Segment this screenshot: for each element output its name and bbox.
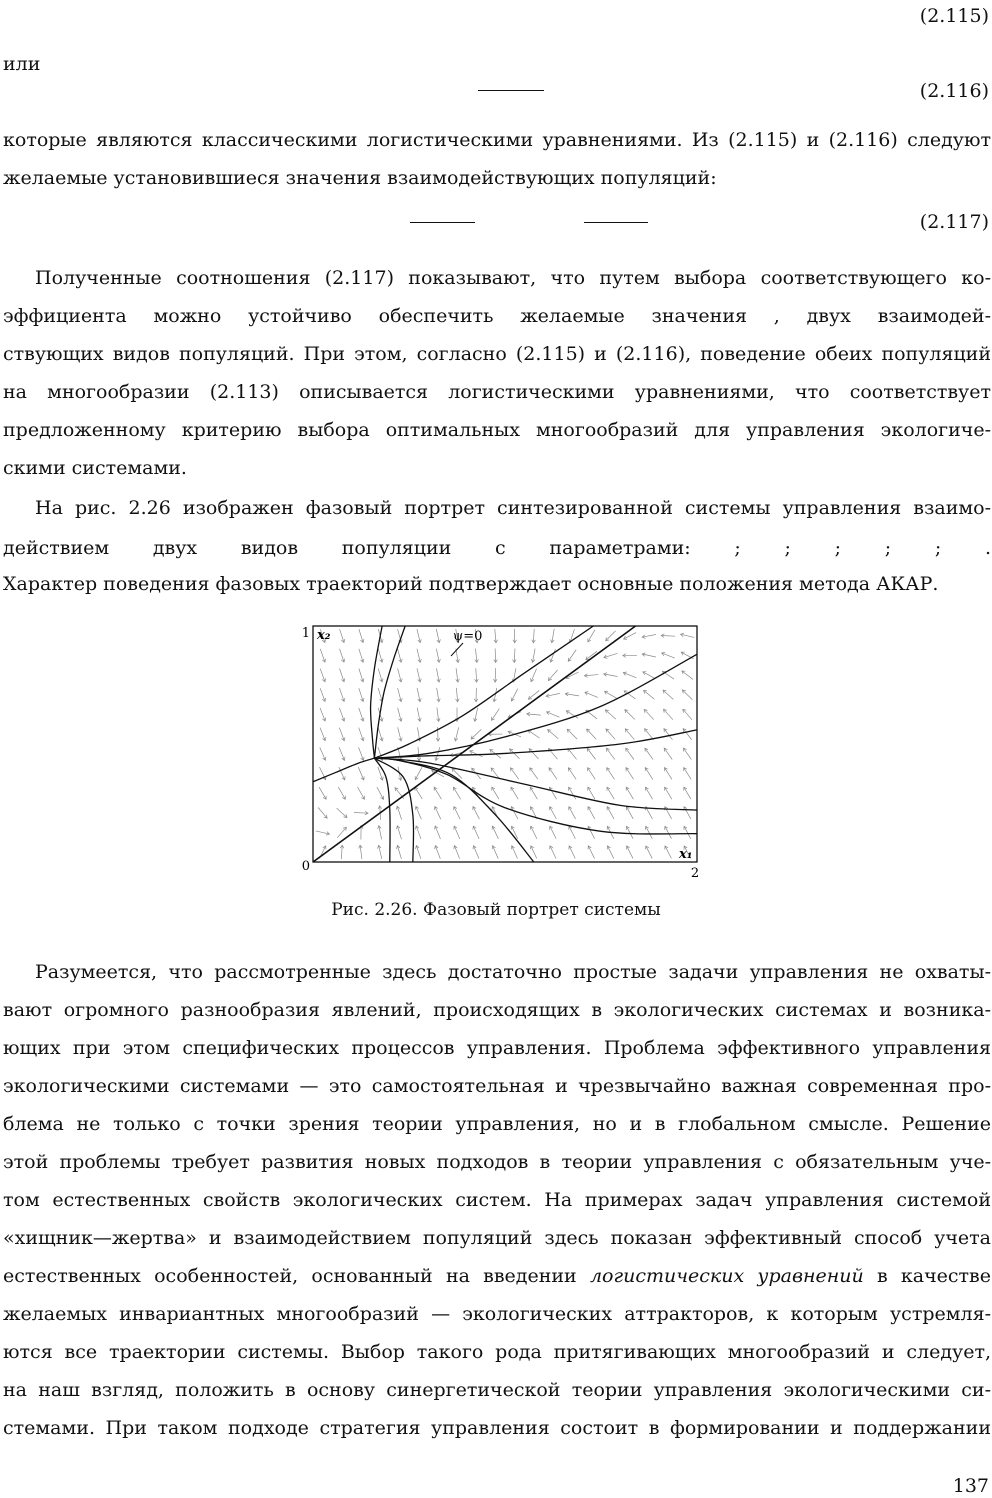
field-arrow [645, 748, 653, 759]
field-arrow [475, 668, 479, 682]
fraction-bar [410, 222, 475, 223]
field-arrow [683, 729, 691, 740]
field-arrow [547, 711, 560, 717]
field-arrow [417, 747, 421, 761]
trajectories [313, 626, 697, 862]
field-arrow [569, 787, 576, 799]
field-arrow [625, 710, 635, 720]
field-arrow [664, 768, 672, 780]
field-arrow [359, 629, 364, 642]
field-arrow [684, 768, 692, 780]
field-arrow [454, 826, 460, 839]
field-arrow [471, 729, 481, 739]
field-arrow [511, 787, 518, 799]
field-arrow [437, 708, 441, 722]
field-arrow [320, 708, 326, 721]
field-arrow [587, 729, 597, 739]
field-arrow [359, 688, 364, 701]
field-arrow [528, 730, 540, 738]
field-arrow [378, 649, 383, 662]
field-arrow [454, 807, 460, 820]
field-arrow [664, 729, 673, 740]
field-arrow [664, 748, 672, 759]
field-arrow [436, 629, 440, 643]
field-arrow [511, 807, 518, 819]
field-arrow [546, 693, 560, 697]
field-arrow [530, 826, 536, 839]
field-arrow [492, 846, 498, 859]
field-arrow [340, 649, 345, 662]
field-arrow [645, 729, 654, 740]
field-arrow [551, 629, 555, 643]
field-arrow [548, 730, 559, 739]
field-arrow [437, 688, 441, 702]
field-arrow [530, 768, 538, 779]
field-arrow [646, 826, 653, 838]
field-arrow [549, 787, 556, 799]
field-arrow [320, 649, 325, 662]
field-arrow [320, 747, 326, 760]
field-arrow [588, 846, 594, 859]
field-arrow [646, 846, 653, 858]
field-arrow [434, 787, 441, 799]
field-arrow [684, 807, 691, 819]
fraction-bar [584, 222, 648, 223]
field-arrow [493, 668, 497, 682]
field-arrow [683, 709, 692, 720]
field-arrow [339, 728, 345, 741]
field-arrow [378, 845, 382, 859]
field-arrow [378, 727, 383, 740]
field-arrow [626, 807, 633, 819]
paragraph-line: желаемые установившиеся значения взаимодействующих популяций: [3, 167, 717, 189]
field-arrow [511, 689, 518, 701]
field-arrow [513, 629, 517, 643]
field-arrow [645, 768, 653, 780]
x-axis-label: x₁ [679, 847, 693, 862]
field-arrow [587, 748, 595, 759]
y-axis-label: x₂ [317, 628, 331, 643]
field-arrow [605, 691, 617, 698]
field-arrow [626, 787, 633, 799]
field-arrow [359, 747, 365, 760]
field-arrow [529, 749, 538, 759]
paragraph-line: На рис. 2.26 изображен фазовый портрет синтезированной системы управления взаимо- [35, 497, 991, 519]
field-arrow [396, 806, 401, 819]
field-arrow [644, 709, 654, 719]
field-arrow [337, 827, 346, 838]
field-arrow [436, 668, 440, 682]
field-arrow [665, 826, 672, 838]
paragraph-line: ются все траектории системы. Выбор такого рода притягивающих многообразий и следует, [3, 1341, 991, 1363]
field-arrow [417, 668, 421, 682]
field-arrow [454, 727, 458, 741]
field-arrow [569, 807, 576, 819]
field-arrow [644, 690, 655, 699]
field-arrow [358, 767, 364, 780]
field-arrow [415, 806, 421, 819]
emphasized-term: логистических уравнений [589, 1265, 864, 1287]
field-arrow [473, 826, 479, 839]
paragraph-line: «хищник—жертва» и взаимодействием популяций здесь показан эффективный способ учета [3, 1227, 991, 1249]
field-arrow [550, 807, 557, 819]
field-arrow [435, 826, 441, 839]
figure-caption: Рис. 2.26. Фазовый портрет системы [331, 900, 661, 920]
paragraph-line: ствующих видов популяций. При этом, согласно (2.115) и (2.116), поведение обеих популяций [3, 343, 991, 365]
field-arrow [531, 669, 537, 682]
paragraph-line: действием двух видов популяции с параметрами: ; ; ; ; ; . [3, 537, 991, 559]
field-arrow [377, 787, 384, 799]
field-arrow [494, 629, 498, 643]
field-arrow [359, 649, 364, 662]
field-arrow [340, 629, 345, 642]
y-max-tick-label: 1 [301, 626, 310, 641]
field-arrow [494, 649, 498, 663]
field-arrow [607, 807, 614, 819]
field-arrow [549, 768, 557, 780]
field-arrow [643, 672, 655, 679]
field-arrow [359, 728, 364, 741]
paragraph-line: Характер поведения фазовых траекторий подтверждает основные положения метода АКАР. [3, 573, 939, 595]
trajectory [374, 626, 593, 758]
field-arrow [318, 807, 327, 818]
field-arrow [474, 708, 478, 722]
field-arrow [568, 768, 576, 780]
field-arrow [626, 826, 633, 838]
field-arrow [454, 846, 460, 859]
paragraph-line: экологическими системами — это самостоятельная и чрезвычайно важная современная про- [3, 1075, 991, 1097]
field-arrow [492, 709, 500, 721]
field-arrow [473, 807, 480, 819]
origin-tick-label: 0 [301, 859, 310, 874]
paragraph-line: на многообразии (2.113) описывается логистическими уравнениями, что соответствует [3, 381, 991, 403]
field-arrow [470, 751, 483, 757]
field-arrow [338, 787, 345, 799]
phase-portrait-chart [300, 622, 702, 878]
paragraph-line: стемами. При таком подходе стратегия управления состоит в формировании и поддержании [3, 1417, 991, 1439]
field-arrow [662, 652, 675, 658]
equation-number-2-116: (2.116) [919, 80, 989, 102]
field-arrow [606, 631, 616, 641]
fraction-bar [478, 90, 544, 91]
text-run: естественных особенностей, основанный на введении [3, 1265, 590, 1287]
field-arrow [319, 787, 326, 799]
field-arrow [340, 669, 345, 682]
field-arrow [585, 692, 598, 698]
field-arrow [436, 649, 440, 663]
field-arrow [588, 826, 595, 838]
field-arrow [527, 712, 541, 716]
field-arrow [642, 653, 656, 657]
field-arrow [359, 669, 364, 682]
field-arrow [664, 709, 673, 719]
field-arrow [604, 653, 617, 658]
equation-number-2-117: (2.117) [919, 211, 989, 233]
paragraph-line: Разумеется, что рассмотренные здесь достаточно простые задачи управления не охваты- [35, 961, 991, 983]
field-arrow [567, 729, 577, 739]
field-arrow [339, 708, 344, 721]
field-arrow [588, 807, 595, 819]
field-arrow [625, 729, 634, 740]
paragraph-line: предложенному критерию выбора оптимальных многообразий для управления экологиче- [3, 419, 991, 441]
field-arrow [568, 650, 576, 662]
field-arrow [607, 846, 613, 859]
field-arrow [378, 826, 382, 840]
field-arrow [316, 831, 330, 835]
field-arrow [398, 727, 402, 741]
field-arrow [626, 846, 633, 859]
field-arrow [473, 846, 479, 859]
field-arrow [550, 826, 557, 839]
field-arrow [584, 674, 598, 678]
field-arrow [645, 787, 652, 799]
field-arrow [398, 708, 403, 722]
field-arrow [626, 768, 634, 780]
x-max-tick-label: 2 [690, 866, 700, 878]
field-arrow [434, 806, 440, 819]
field-arrow [417, 649, 421, 663]
field-arrow [435, 846, 441, 859]
field-arrow [623, 672, 636, 678]
text-run: в качестве [863, 1265, 991, 1287]
field-arrow [626, 748, 634, 759]
field-arrow [398, 649, 403, 663]
field-arrow [607, 787, 614, 799]
field-arrow [510, 749, 520, 759]
field-arrow [684, 826, 691, 838]
field-arrow [354, 811, 368, 815]
field-arrow [565, 692, 579, 696]
field-arrow [682, 690, 692, 700]
field-arrow [665, 846, 672, 858]
field-arrow [513, 649, 517, 663]
field-arrow [475, 649, 479, 663]
field-arrow [359, 845, 363, 859]
field-arrow [569, 826, 576, 838]
field-arrow [606, 729, 615, 740]
paragraph-line: вают огромного разнообразия явлений, происходящих в экологических системах и возника- [3, 999, 991, 1021]
field-arrow [665, 787, 672, 799]
field-arrow [453, 787, 460, 799]
field-arrow [474, 688, 478, 702]
field-arrow [359, 708, 364, 721]
paragraph-line: скими системами. [3, 457, 187, 479]
field-arrow [417, 688, 421, 702]
field-arrow [661, 634, 675, 638]
trajectory [374, 758, 390, 862]
field-arrow [683, 748, 691, 760]
field-arrow [569, 846, 575, 859]
paragraph-line: на наш взгляд, положить в основу синергетической теории управления экологическими си- [3, 1379, 991, 1401]
field-arrow [568, 748, 577, 759]
field-arrow [588, 768, 596, 780]
paragraph-line: желаемых инвариантных многообразий — экологических аттракторов, к которым устремля- [3, 1303, 991, 1325]
page-number: 137 [952, 1475, 989, 1497]
field-arrow [339, 747, 345, 760]
field-arrow [492, 787, 499, 799]
field-arrow [378, 668, 383, 681]
field-arrow [682, 671, 693, 680]
paragraph-line: том естественных свойств экологических систем. На примерах задач управления системой [3, 1189, 991, 1211]
field-arrow [588, 630, 595, 642]
field-arrow [320, 669, 325, 682]
field-arrow [532, 629, 536, 643]
field-arrow [415, 787, 422, 799]
field-arrow [605, 710, 615, 719]
field-arrow [530, 787, 537, 799]
field-arrow [396, 826, 401, 839]
phase-portrait-figure [300, 622, 702, 878]
field-arrow [492, 826, 498, 839]
field-arrow [435, 747, 440, 760]
field-arrow [320, 688, 326, 701]
paragraph-line: ющих при этом специфических процессов управления. Проблема эффективного управления [3, 1037, 991, 1059]
field-arrow [416, 846, 421, 859]
paragraph-line: эффициента можно устойчиво обеспечить желаемые значения , двух взаимодей- [3, 305, 991, 327]
field-arrow [548, 670, 557, 681]
field-arrow [416, 826, 422, 839]
field-arrow [684, 787, 691, 799]
field-arrow [397, 845, 402, 858]
field-arrow [340, 845, 344, 859]
field-arrow [398, 668, 403, 682]
field-arrow [358, 787, 365, 799]
field-arrow [604, 673, 618, 677]
field-arrow [531, 649, 535, 663]
field-arrow [550, 846, 556, 859]
equation-number-2-115: (2.115) [919, 5, 989, 27]
field-arrow [417, 629, 421, 643]
field-arrow [456, 668, 460, 682]
field-arrow [510, 768, 518, 779]
paragraph-line: блема не только с точки зрения теории управления, но и в глобальном смысле. Решение [3, 1113, 991, 1135]
field-arrow [642, 634, 656, 638]
field-arrow [588, 787, 595, 799]
field-arrow [398, 688, 403, 702]
paragraph-line-with-emphasis [3, 1264, 991, 1288]
manifold-annotation: ψ=0 [453, 629, 483, 644]
field-arrow [663, 690, 673, 699]
paragraph-line: которые являются классическими логистическими уравнениями. Из (2.115) и (2.116) следуют [3, 129, 991, 151]
field-arrow [456, 688, 460, 702]
field-arrow [623, 654, 637, 658]
paragraph-line: этой проблемы требует развития новых подходов в теории управления с обязательным уче- [3, 1151, 991, 1173]
field-arrow [530, 846, 536, 859]
field-arrow [339, 688, 344, 701]
field-arrow [607, 768, 615, 780]
field-arrow [417, 708, 421, 722]
field-arrow [320, 728, 326, 741]
field-arrow [511, 846, 517, 859]
field-arrow [681, 633, 695, 637]
paragraph-line: Полученные соотношения (2.117) показывают, что путем выбора соответствующего ко- [35, 267, 991, 289]
field-arrow [606, 748, 614, 759]
text-or: или [3, 53, 41, 75]
field-arrow [415, 767, 422, 779]
field-arrow [337, 808, 347, 817]
